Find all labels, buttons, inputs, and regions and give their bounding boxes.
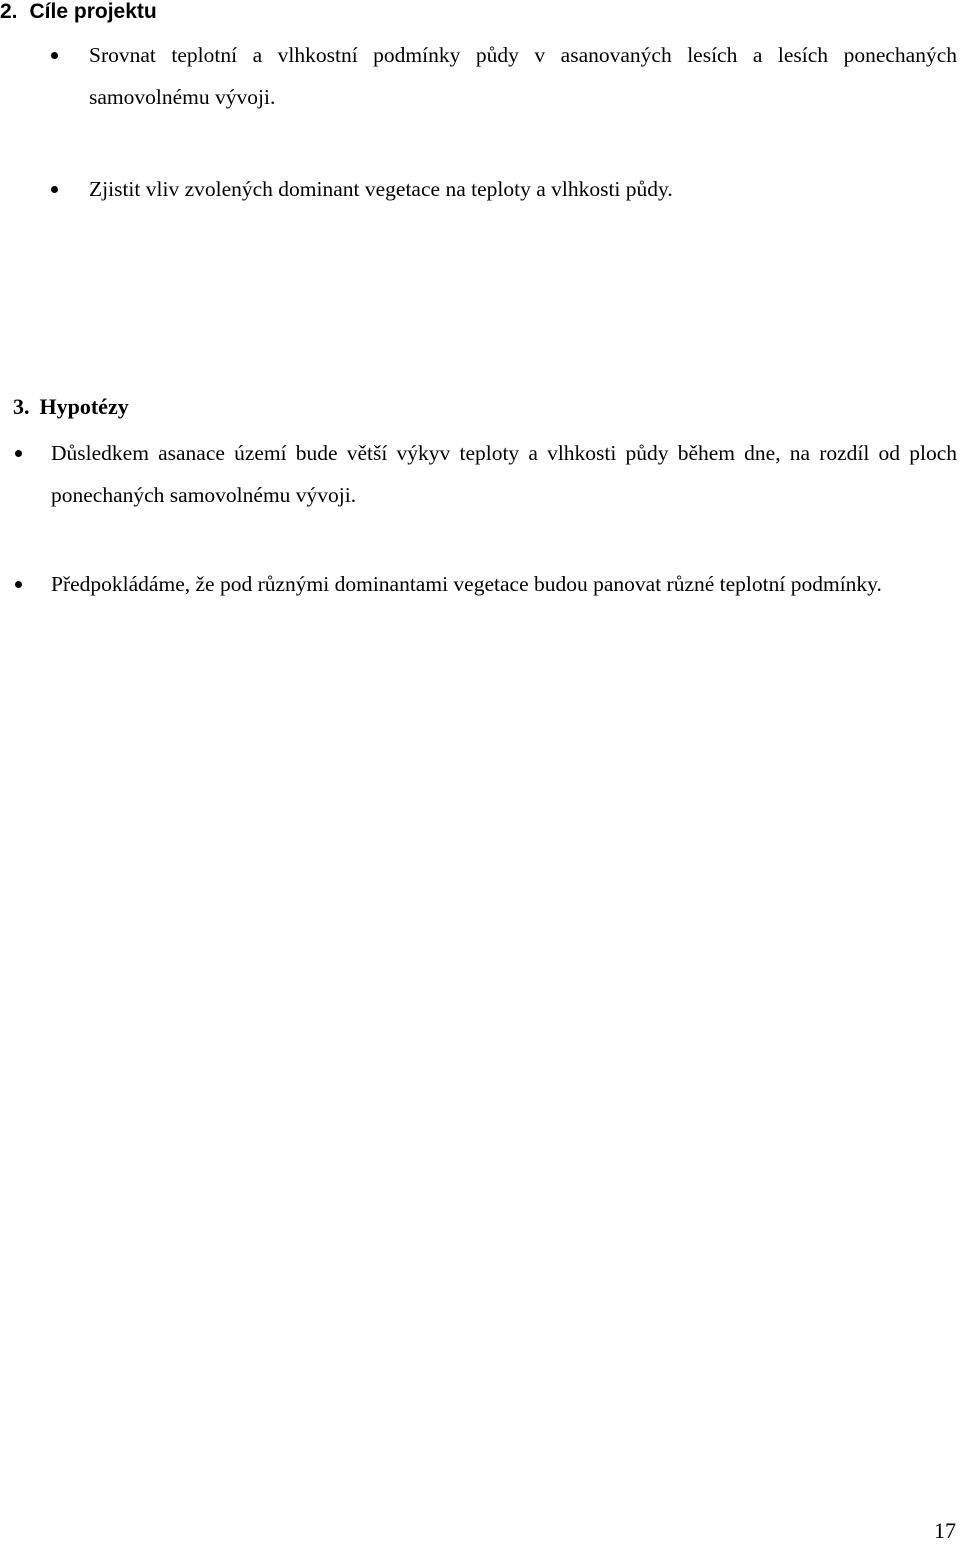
- bullet-icon: [51, 186, 58, 193]
- section-3-number: 3.: [13, 394, 30, 419]
- section-2-title: Cíle projektu: [29, 0, 157, 23]
- hypothesis-text: Předpokládáme, že pod různými dominantami vegetace budou panovat různé teplotní podmínky.: [51, 572, 882, 596]
- goal-text: Srovnat teplotní a vlhkostní podmínky půdy v asanovaných lesích a lesích ponechaných samovolnému vývoji.: [89, 43, 957, 109]
- hypothesis-text: Důsledkem asanace území bude větší výkyv teploty a vlhkosti půdy během dne, na rozdíl od ploch ponechaných samovolnému vývoji.: [51, 441, 957, 507]
- goal-list-item: [89, 168, 957, 210]
- hypothesis-list-item: [51, 432, 957, 516]
- hypothesis-list-item: [51, 563, 957, 605]
- section-2-number: 2.: [0, 0, 18, 23]
- bullet-icon: [15, 581, 22, 588]
- section-3-heading: [13, 394, 129, 420]
- bullet-icon: [15, 450, 22, 457]
- goal-text: Zjistit vliv zvolených dominant vegetace na teploty a vlhkosti půdy.: [89, 177, 673, 201]
- section-2-heading: [0, 0, 157, 24]
- page-number: 17: [934, 1518, 956, 1543]
- bullet-icon: [51, 52, 58, 59]
- goal-list-item: [89, 34, 957, 118]
- section-3-title: Hypotézy: [39, 394, 129, 419]
